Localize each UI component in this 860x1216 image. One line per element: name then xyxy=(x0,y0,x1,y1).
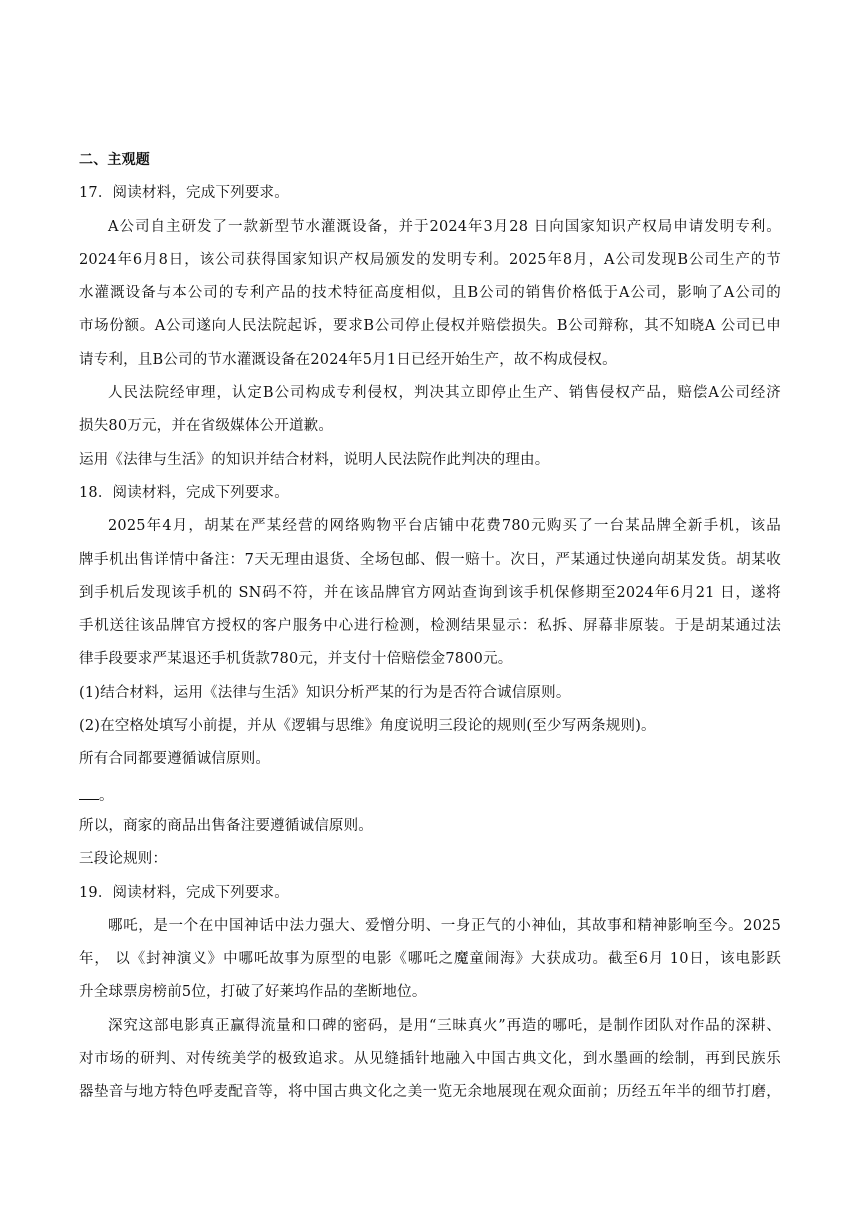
q19-material-line: 升全球票房榜前5位，打破了好莱坞作品的垄断地位。 xyxy=(79,984,427,1001)
q18-conclusion: 所以，商家的商品出售备注要遵循诚信原则。 xyxy=(79,817,373,834)
q18-major-premise: 所有合同都要遵循诚信原则。 xyxy=(79,751,271,768)
q18-subquestion-1: (1)结合材料，运用《法律与生活》知识分析严某的行为是否符合诚信原则。 xyxy=(79,684,571,701)
q18-material-line: 律手段要求严某退还手机货款780元，并支付十倍赔偿金7800元。 xyxy=(79,651,513,668)
q18-minor-premise-blank[interactable] xyxy=(79,783,781,816)
q17-material-line: 市场份额。A公司遂向人民法院起诉，要求B公司停止侵权并赔偿损失。B公司辩称，其不知晓A 公司已申 xyxy=(79,318,781,335)
q17-material-line: 2024年6月8日，该公司获得国家知识产权局颁发的发明专利。2025年8月，A公司发现B公司生产的节 xyxy=(79,251,781,268)
q18-subquestion-2: (2)在空格处填写小前提，并从《逻辑与思维》角度说明三段论的规则(至少写两条规则)。 xyxy=(79,718,656,735)
q18-prompt: 18．阅读材料，完成下列要求。 xyxy=(79,484,289,501)
question-section xyxy=(79,150,781,1116)
q17-material-line: 请专利，且B公司的节水灌溉设备在2024年5月1日已经开始生产，故不构成侵权。 xyxy=(79,351,617,368)
section-heading: 二、主观题 xyxy=(79,152,150,168)
q19-material-line: 器垫音与地方特色呼麦配音等，将中国古典文化之美一览无余地展现在观众面前；历经五年半的细节打磨， xyxy=(79,1084,781,1101)
answer-blank[interactable] xyxy=(79,783,99,800)
q18-rules-label: 三段论规则： xyxy=(79,851,168,868)
q18-material-line: 手机送往该品牌官方授权的客户服务中心进行检测，检测结果显示：私拆、屏幕非原装。于是胡某通过法 xyxy=(79,618,781,635)
blank-period: 。 xyxy=(99,787,114,804)
q19-prompt: 19．阅读材料，完成下列要求。 xyxy=(79,884,289,901)
q19-material-line: 深究这部电影真正赢得流量和口碑的密码，是用“三昧真火”再造的哪吒，是制作团队对作品的深耕、 xyxy=(108,1017,781,1034)
q17-material-line: A公司自主研发了一款新型节水灌溉设备，并于2024年3月28 日向国家知识产权局申请发明专利。 xyxy=(108,218,781,235)
q17-material-line: 损失80万元，并在省级媒体公开道歉。 xyxy=(79,418,334,435)
q17-task: 运用《法律与生活》的知识并结合材料，说明人民法院作此判决的理由。 xyxy=(79,451,550,468)
q17-material-line: 水灌溉设备与本公司的专利产品的技术特征高度相似，且B公司的销售价格低于A公司，影响了A公司的 xyxy=(79,285,781,302)
q19-material-line: 哪吒，是一个在中国神话中法力强大、爱憎分明、一身正气的小神仙，其故事和精神影响至今。2025 xyxy=(108,917,781,934)
q17-prompt: 17．阅读材料，完成下列要求。 xyxy=(79,185,289,202)
q17-material-line: 人民法院经审理，认定B公司构成专利侵权，判决其立即停止生产、销售侵权产品，赔偿A公司经济 xyxy=(108,385,781,402)
q19-material-line: 年， 以《封神演义》中哪吒故事为原型的电影《哪吒之魔童闹海》大获成功。截至6月 10日，该电影跃 xyxy=(79,951,781,968)
q18-material-line: 到手机后发现该手机的 SN码不符，并在该品牌官方网站查询到该手机保修期至2024年6月21 日，遂将 xyxy=(79,584,781,601)
q18-material-line: 2025年4月，胡某在严某经营的网络购物平台店铺中花费780元购买了一台某品牌全新手机，该品 xyxy=(108,518,781,535)
q19-material-line: 对市场的研判、对传统美学的极致追求。从见缝插针地融入中国古典文化，到水墨画的绘制，再到民族乐 xyxy=(79,1051,781,1068)
q18-material-line: 牌手机出售详情中备注：7天无理由退货、全场包邮、假一赔十。次日，严某通过快递向胡某发货。胡某收 xyxy=(79,551,781,568)
